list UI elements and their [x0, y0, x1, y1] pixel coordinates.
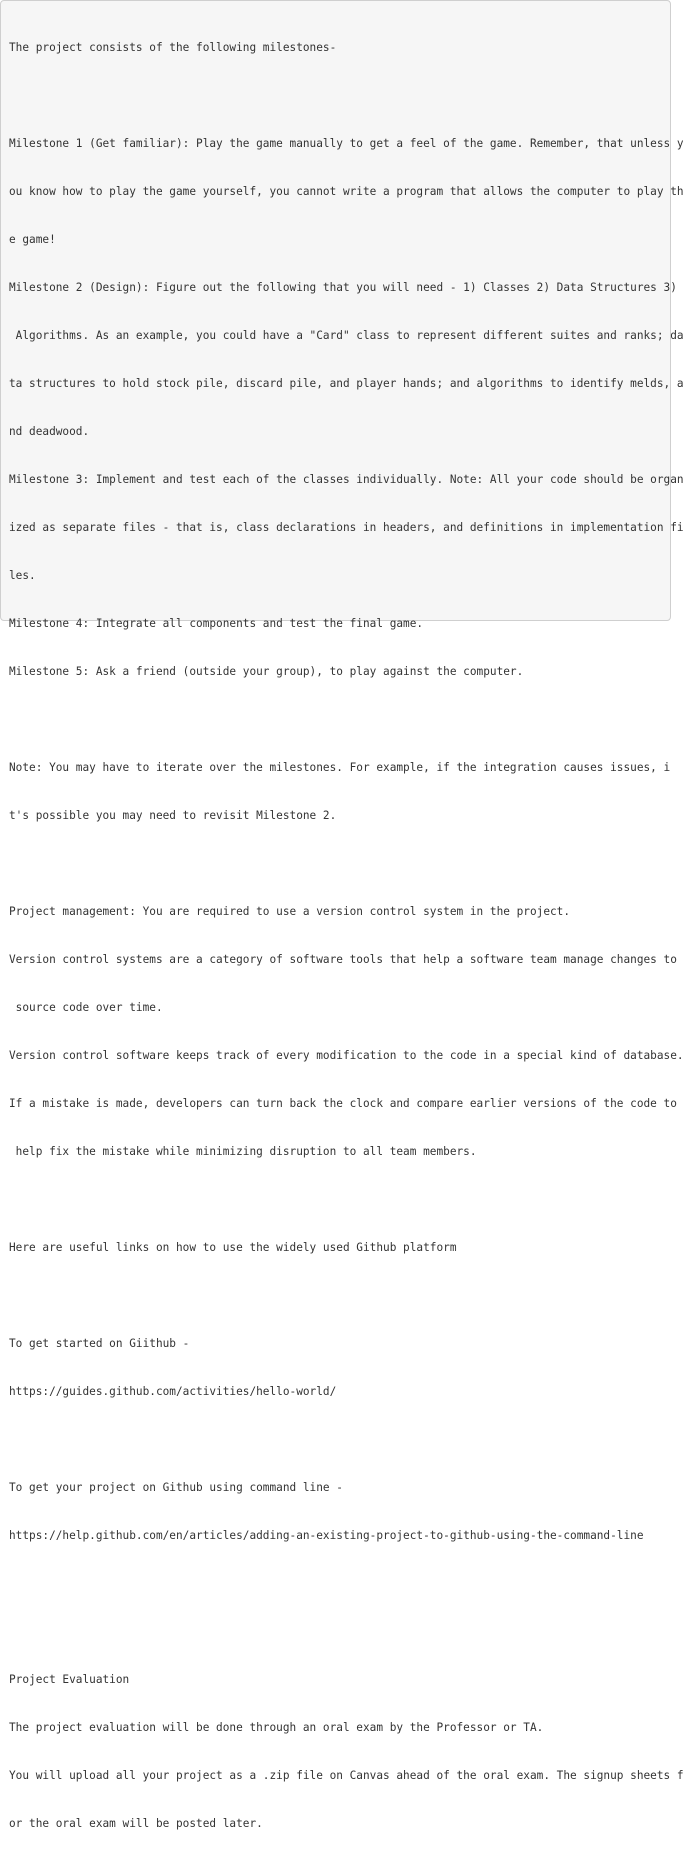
text-line: Milestone 3: Implement and test each of the classes individually. Note: All your code should be organ [9, 473, 684, 486]
text-line: les. [9, 569, 36, 582]
text-line: If a mistake is made, developers can turn back the clock and compare earlier versions of the code to [9, 1097, 677, 1110]
text-line: The project evaluation will be done through an oral exam by the Professor or TA. [9, 1721, 544, 1734]
blank-line [9, 1576, 665, 1592]
section-heading-evaluation: Project Evaluation [9, 1673, 130, 1686]
text-line: ou know how to play the game yourself, you cannot write a program that allows the computer to play th [9, 185, 684, 198]
blank-line [9, 1624, 665, 1640]
project-description-text [9, 8, 684, 1864]
text-line: Version control software keeps track of every modification to the code in a special kind of database. [9, 1049, 684, 1062]
blank-line [9, 856, 665, 872]
text-line: Project management: You are required to use a version control system in the project. [9, 905, 571, 918]
text-line: or the oral exam will be posted later. [9, 1817, 263, 1830]
text-line: Milestone 2 (Design): Figure out the following that you will need - 1) Classes 2) Data Structures 3) [9, 281, 677, 294]
text-line: Note: You may have to iterate over the milestones. For example, if the integration causes issues, i [9, 761, 671, 774]
text-line: ta structures to hold stock pile, discard pile, and player hands; and algorithms to identify melds, a [9, 377, 684, 390]
text-line: To get started on Giithub - [9, 1337, 190, 1350]
text-line: nd deadwood. [9, 425, 90, 438]
text-line: source code over time. [9, 1001, 163, 1014]
text-line: To get your project on Github using command line - [9, 1481, 343, 1494]
blank-line [9, 1432, 665, 1448]
text-line: Milestone 4: Integrate all components and test the final game. [9, 617, 424, 630]
text-line: You will upload all your project as a .zip file on Canvas ahead of the oral exam. The signup sheets f [9, 1769, 684, 1782]
url-text-hello-world: https://guides.github.com/activities/hello-world/ [9, 1385, 337, 1398]
text-line: Version control systems are a category of software tools that help a software team manage changes to [9, 953, 677, 966]
text-line: The project consists of the following milestones- [9, 41, 337, 54]
text-line: Milestone 5: Ask a friend (outside your group), to play against the computer. [9, 665, 524, 678]
blank-line [9, 1288, 665, 1304]
url-text-command-line: https://help.github.com/en/articles/adding-an-existing-project-to-github-using-the-command-line [9, 1529, 644, 1542]
text-line: Milestone 1 (Get familiar): Play the game manually to get a feel of the game. Remember, that unless y [9, 137, 684, 150]
text-line: Here are useful links on how to use the widely used Github platform [9, 1241, 457, 1254]
text-line: Algorithms. As an example, you could have a "Card" class to represent different suites and ranks; da [9, 329, 684, 342]
text-line: ized as separate files - that is, class declarations in headers, and definitions in implementation fi [9, 521, 684, 534]
blank-line [9, 88, 665, 104]
text-line: t's possible you may need to revisit Milestone 2. [9, 809, 337, 822]
blank-line [9, 1192, 665, 1208]
text-line: e game! [9, 233, 56, 246]
blank-line [9, 712, 665, 728]
text-line: help fix the mistake while minimizing disruption to all team members. [9, 1145, 477, 1158]
